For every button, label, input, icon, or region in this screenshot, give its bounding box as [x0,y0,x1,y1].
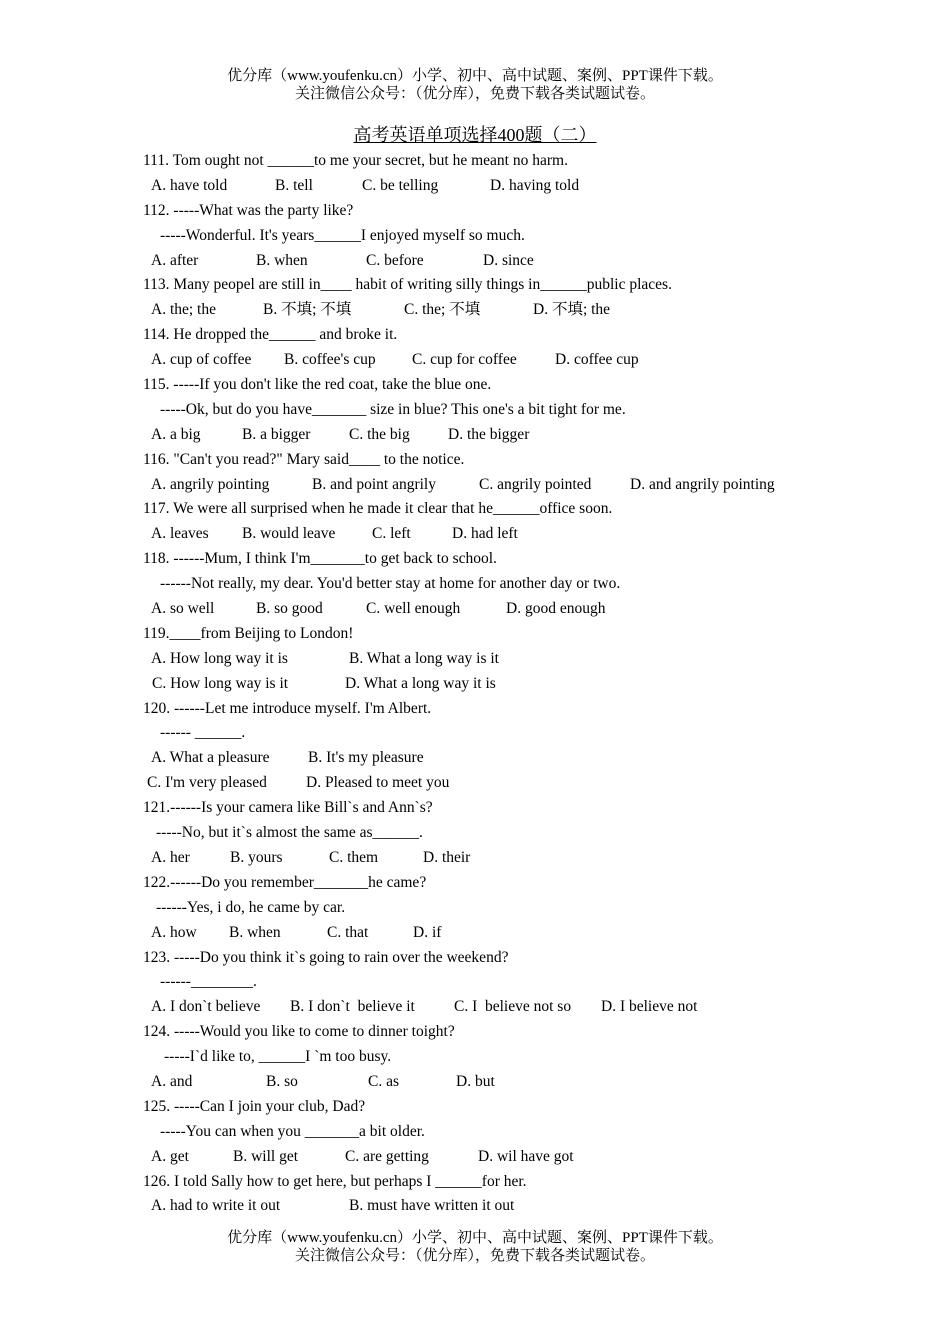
answer-option: B. coffee's cup [284,351,376,369]
option-row [0,1145,950,1170]
question-line [0,1120,950,1145]
option-row [0,921,950,946]
option-row [0,771,950,796]
question-text: 115. -----If you don't like the red coat, take the blue one. [143,376,492,394]
question-line [0,821,950,846]
answer-option: A. after [151,251,199,269]
answer-option: A. a big [151,425,201,443]
answer-option: B. What a long way is it [349,649,499,667]
question-line [0,572,950,597]
question-line [0,1045,950,1070]
answer-option: C. them [329,848,379,866]
question-text: -----I`d like to, ______I `m too busy. [164,1048,392,1066]
answer-option: B. a bigger [242,425,311,443]
header-line-1: 优分库（www.youfenku.cn）小学、初中、高中试题、案例、PPT课件下载。 [227,68,723,84]
question-text: 125. -----Can I join your club, Dad? [143,1097,366,1115]
answer-option: C. well enough [366,600,461,618]
question-text: 114. He dropped the______ and broke it. [143,326,398,344]
question-line [0,1170,950,1195]
answer-option: A. have told [151,176,228,194]
question-line [0,398,950,423]
question-text: 126. I told Sally how to get here, but perhaps I ______for her. [143,1172,527,1190]
document-title: 高考英语单项选择400题（二） [353,125,597,145]
answer-option: D. since [483,251,534,269]
question-text: -----Ok, but do you have_______ size in blue? This one's a bit tight for me. [160,400,626,418]
answer-option: B. 不填; 不填 [263,301,352,319]
question-line [0,497,950,522]
option-row [0,672,950,697]
option-row [0,1194,950,1219]
question-line [0,697,950,722]
answer-option: C. angrily pointed [479,475,592,493]
answer-option: D. What a long way it is [345,674,496,692]
option-row [0,348,950,373]
answer-option: A. How long way it is [151,649,288,667]
answer-option: C. I'm very pleased [147,774,267,792]
question-line [0,1020,950,1045]
answer-option: A. leaves [151,525,209,543]
answer-option: A. so well [151,600,215,618]
answer-option: B. so good [256,600,323,618]
question-text: ------________. [160,973,257,991]
question-text: 118. ------Mum, I think I'm_______to get back to school. [143,550,497,568]
question-text: -----Wonderful. It's years______I enjoyed myself so much. [160,226,525,244]
answer-option: C. are getting [345,1147,429,1165]
question-line [0,1095,950,1120]
answer-option: B. so [266,1072,298,1090]
question-line [0,896,950,921]
answer-option: C. How long way is it [152,674,289,692]
answer-option: A. cup of coffee [151,351,252,369]
answer-option: D. coffee cup [555,351,639,369]
question-text: 116. "Can't you read?" Mary said____ to the notice. [143,450,465,468]
question-text: -----No, but it`s almost the same as______. [156,824,423,842]
question-line [0,622,950,647]
answer-option: A. and [151,1072,193,1090]
answer-option: C. I believe not so [454,998,572,1016]
question-text: ------ ______. [160,724,246,742]
question-line [0,448,950,473]
option-row [0,298,950,323]
answer-option: D. had left [452,525,518,543]
question-text: 119.____from Beijing to London! [143,624,354,642]
question-text: 123. -----Do you think it`s going to rain over the weekend? [143,948,509,966]
answer-option: C. that [327,923,369,941]
answer-option: C. be telling [362,176,439,194]
option-row [0,995,950,1020]
answer-option: D. I believe not [601,998,698,1016]
question-text: 111. Tom ought not ______to me your secret, but he meant no harm. [143,152,568,169]
answer-option: A. get [151,1147,189,1165]
question-line [0,199,950,224]
question-text: 120. ------Let me introduce myself. I'm Albert. [143,699,432,717]
answer-option: B. tell [275,176,313,194]
answer-option: D. 不填; the [533,301,611,319]
question-text: 113. Many peopel are still in____ habit of writing silly things in______public places. [143,276,672,294]
option-row [0,174,950,199]
question-line [0,149,950,174]
question-text: 117. We were all surprised when he made it clear that he______office soon. [143,500,613,518]
question-line [0,547,950,572]
option-row [0,647,950,672]
answer-option: C. as [368,1072,399,1090]
answer-option: C. the big [349,425,410,443]
option-row [0,423,950,448]
answer-option: B. It's my pleasure [308,749,424,767]
question-text: 122.------Do you remember_______he came? [143,873,427,891]
question-text: 112. -----What was the party like? [143,201,354,219]
answer-option: C. before [366,251,424,269]
answer-option: D. and angrily pointing [630,475,775,493]
option-row [0,597,950,622]
question-text: -----You can when you _______a bit older. [160,1122,425,1140]
answer-option: D. good enough [506,600,606,618]
question-line [0,721,950,746]
footer-line-2: 关注微信公众号：（优分库），免费下载各类试题试卷。 [294,1248,655,1264]
option-row [0,473,950,498]
answer-option: A. What a pleasure [151,749,270,767]
answer-option: D. having told [490,176,580,194]
answer-option: D. the bigger [448,425,530,443]
answer-option: B. when [256,251,308,269]
question-text: 121.------Is your camera like Bill`s and Ann`s? [143,799,433,817]
answer-option: D. but [456,1072,495,1090]
option-row [0,249,950,274]
question-line [0,224,950,249]
header-line-2: 关注微信公众号：（优分库），免费下载各类试题试卷。 [294,86,655,102]
answer-option: D. wil have got [478,1147,574,1165]
answer-option: C. cup for coffee [412,351,517,369]
question-list [0,149,950,1219]
answer-option: A. angrily pointing [151,475,270,493]
answer-option: D. if [413,923,442,941]
option-row [0,522,950,547]
option-row [0,746,950,771]
answer-option: A. I don`t believe [151,998,261,1016]
page-footer [0,1229,950,1265]
footer-line-1: 优分库（www.youfenku.cn）小学、初中、高中试题、案例、PPT课件下载。 [227,1230,723,1246]
answer-option: D. Pleased to meet you [306,774,450,792]
answer-option: B. must have written it out [349,1197,515,1215]
question-line [0,273,950,298]
option-row [0,846,950,871]
answer-option: B. would leave [242,525,336,543]
answer-option: B. and point angrily [312,475,436,493]
option-row [0,1070,950,1095]
answer-option: C. left [372,525,411,543]
question-line [0,373,950,398]
answer-option: A. had to write it out [151,1197,281,1215]
question-text: ------Yes, i do, he came by car. [156,898,346,916]
question-line [0,796,950,821]
answer-option: A. her [151,848,190,866]
answer-option: D. their [423,848,471,866]
answer-option: C. the; 不填 [404,301,481,319]
question-text: ------Not really, my dear. You'd better stay at home for another day or two. [160,575,621,593]
page-header [0,67,950,103]
answer-option: A. how [151,923,197,941]
answer-option: B. I don`t believe it [290,998,415,1016]
question-line [0,871,950,896]
question-line [0,970,950,995]
question-text: 124. -----Would you like to come to dinner toight? [143,1023,455,1041]
answer-option: B. will get [233,1147,299,1165]
question-line [0,946,950,971]
answer-option: B. when [229,923,281,941]
answer-option: A. the; the [151,301,216,319]
answer-option: B. yours [230,848,283,866]
question-line [0,323,950,348]
